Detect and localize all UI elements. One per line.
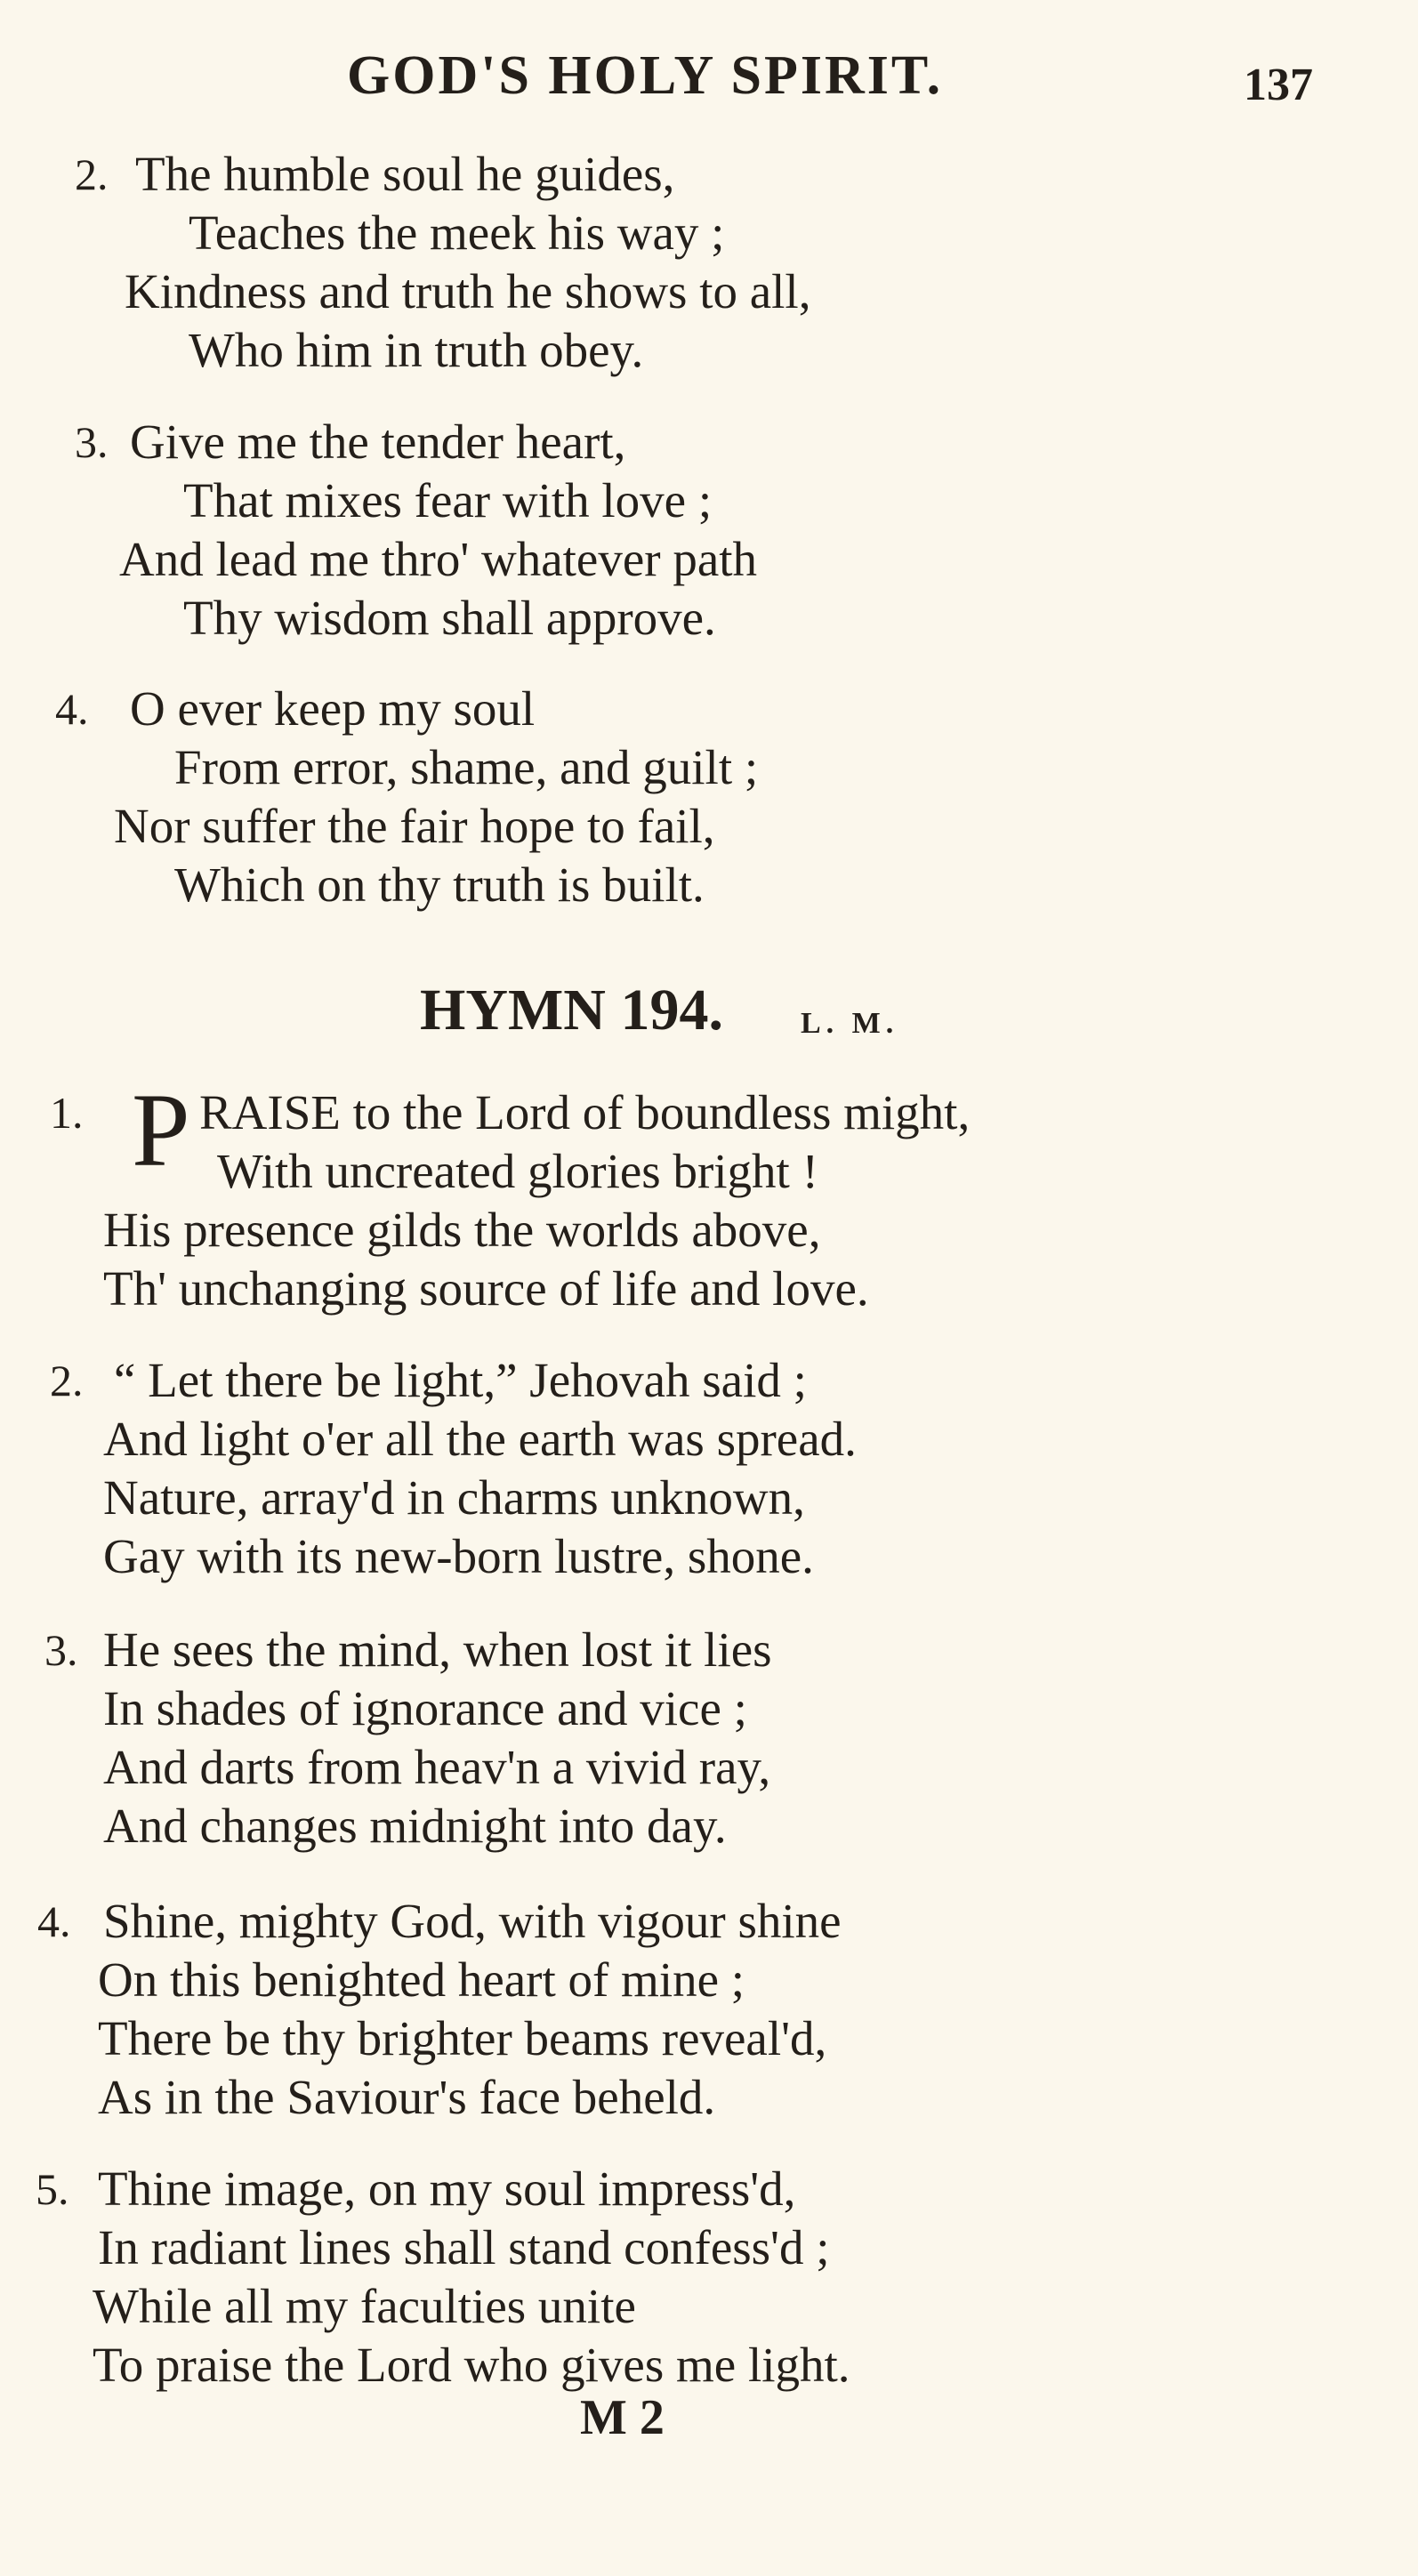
stanza-number: 3. (75, 417, 109, 467)
running-title: GOD'S HOLY SPIRIT. (347, 45, 944, 106)
verse-line: On this benighted heart of mine ; (98, 1952, 745, 2007)
stanza-number: 4. (37, 1896, 71, 1946)
verse-line: “ Let there be light,” Jehovah said ; (114, 1353, 807, 1407)
verse-line: Thine image, on my soul impress'd, (98, 2161, 796, 2216)
stanza-number: 2. (75, 149, 109, 199)
verse-line: To praise the Lord who gives me light. (93, 2338, 850, 2392)
verse-line: Teaches the meek his way ; (189, 205, 725, 260)
verse-line: There be thy brighter beams reveal'd, (98, 2011, 827, 2065)
verse-line: Who him in truth obey. (189, 323, 644, 377)
verse-line: Nor suffer the fair hope to fail, (114, 799, 715, 853)
hymn-meter: L. M. (801, 1007, 899, 1040)
stanza-number: 4. (55, 684, 89, 734)
verse-line: Which on thy truth is built. (174, 857, 705, 912)
stanza-number: 5. (36, 2164, 69, 2214)
verse-line: Shine, mighty God, with vigour shine (103, 1894, 842, 1948)
verse-line: In radiant lines shall stand confess'd ; (98, 2220, 830, 2274)
signature-mark: M 2 (580, 2390, 665, 2445)
verse-line: While all my faculties unite (93, 2279, 636, 2333)
verse-line: Gay with its new-born lustre, shone. (103, 1529, 814, 1583)
verse-line: And changes midnight into day. (103, 1799, 727, 1853)
verse-line: And lead me thro' whatever path (119, 532, 758, 586)
verse-line: With uncreated glories bright ! (217, 1144, 818, 1198)
verse-line: Th' unchanging source of life and love. (103, 1261, 869, 1316)
verse-line: O ever keep my soul (130, 681, 536, 736)
verse-line: Kindness and truth he shows to all, (125, 264, 811, 318)
verse-line: Give me the tender heart, (130, 415, 626, 469)
page-number: 137 (1244, 60, 1313, 110)
verse-line: In shades of ignorance and vice ; (103, 1681, 747, 1735)
verse-line: RAISE to the Lord of boundless might, (199, 1085, 971, 1139)
drop-cap: P (132, 1072, 190, 1188)
hymn-title: HYMN 194. (420, 978, 723, 1042)
verse-line: The humble soul he guides, (135, 147, 675, 201)
stanza-number: 3. (44, 1625, 78, 1675)
verse-line: Thy wisdom shall approve. (183, 591, 716, 645)
verse-line: As in the Saviour's face beheld. (98, 2070, 716, 2124)
stanza-number: 2. (50, 1356, 84, 1405)
verse-line: And light o'er all the earth was spread. (103, 1412, 857, 1466)
verse-line: And darts from heav'n a vivid ray, (103, 1740, 771, 1794)
stanza-number: 1. (50, 1088, 84, 1138)
verse-line: From error, shame, and guilt ; (174, 740, 759, 794)
verse-line: His presence gilds the worlds above, (103, 1203, 821, 1257)
verse-line: Nature, array'd in charms unknown, (103, 1470, 805, 1525)
verse-line: He sees the mind, when lost it lies (103, 1622, 772, 1677)
verse-line: That mixes fear with love ; (183, 473, 713, 527)
